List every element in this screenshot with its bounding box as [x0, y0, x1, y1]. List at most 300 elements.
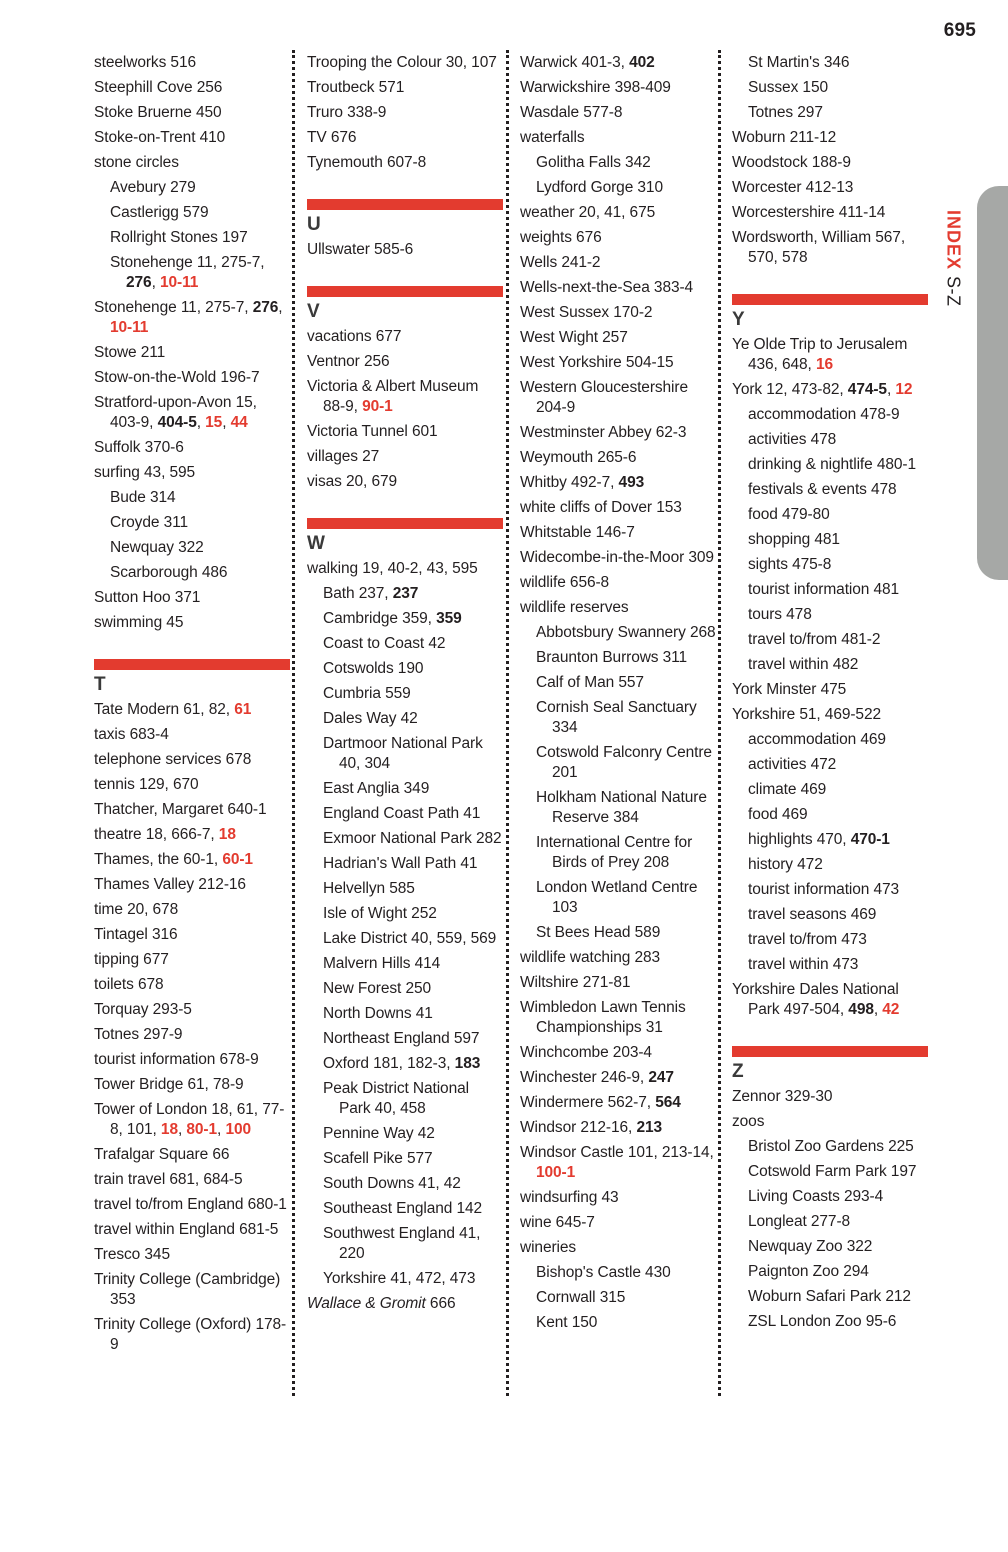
map-page-ref: 100-1: [536, 1163, 576, 1181]
entry-text: Lake District 40, 559, 569: [323, 929, 497, 947]
entry-text: weather 20, 41, 675: [520, 203, 656, 221]
entry-text: East Anglia 349: [323, 779, 430, 797]
index-entry: [520, 1235, 716, 1260]
index-entry: [94, 822, 290, 847]
index-entry: [94, 1047, 290, 1072]
section-bar: [307, 518, 503, 529]
index-entry: Tower of London 18, 61, 77-8, 101, 18, 80-1, 100: [94, 1100, 285, 1138]
index-entry: [94, 1192, 290, 1217]
index-entry: [732, 332, 928, 377]
index-entry: [520, 495, 716, 520]
entry-text: Victoria & Albert Museum 88-9,: [307, 377, 479, 415]
entry-text: Yorkshire Dales National Park 497-504,: [732, 980, 899, 1018]
index-thumb-tab: [977, 186, 1008, 580]
index-entry: [520, 250, 716, 275]
entry-text: tourist information 473: [748, 880, 900, 898]
entry-text: travel seasons 469: [748, 905, 877, 923]
index-entry: [520, 1185, 716, 1210]
index-subentry: [307, 1121, 503, 1146]
entry-text: Tintagel 316: [94, 925, 178, 943]
entry-text: Warwickshire 398-409: [520, 78, 671, 96]
index-entry: [94, 772, 290, 797]
entry-text: Ventnor 256: [307, 352, 390, 370]
index-entry: [520, 300, 716, 325]
index-subentry: [307, 631, 503, 656]
main-page-ref: 276: [252, 298, 279, 316]
entry-text: Ye Olde Trip to Jerusalem 436, 648,: [732, 335, 908, 373]
entry-text: Windsor 212-16,: [520, 1118, 633, 1136]
index-subentry: [307, 731, 503, 776]
entry-text: Oxford 181, 182-3,: [323, 1054, 451, 1072]
index-subentry: [307, 1076, 503, 1121]
index-entry: [94, 697, 290, 722]
entry-text: visas 20, 679: [307, 472, 398, 490]
map-page-ref: 10-11: [159, 273, 199, 291]
entry-text: Sutton Hoo 371: [94, 588, 201, 606]
index-entry: [94, 847, 290, 872]
entry-text: Zennor 329-30: [732, 1087, 833, 1105]
entry-text: taxis 683-4: [94, 725, 169, 743]
entry-text: Stowe 211: [94, 343, 166, 361]
index-entry: [520, 1040, 716, 1065]
entry-text: Braunton Burrows 311: [536, 648, 688, 666]
index-entry: [94, 50, 290, 75]
index-entry: [307, 1291, 503, 1316]
section-header-z: [732, 1046, 928, 1082]
index-subentry: Stonehenge 11, 275-7, 276, 10-11: [110, 253, 265, 291]
index-subentry: [520, 1310, 716, 1335]
entry-text: windsurfing 43: [520, 1188, 619, 1206]
entry-text: Hadrian's Wall Path 41: [323, 854, 478, 872]
entry-text: tipping 677: [94, 950, 169, 968]
entry-text: Bristol Zoo Gardens 225: [748, 1137, 914, 1155]
index-subentry: [732, 502, 928, 527]
entry-text: Cumbria 559: [323, 684, 411, 702]
entry-text: St Bees Head 589: [536, 923, 661, 941]
index-entry: [94, 435, 290, 460]
entry-text: walking 19, 40-2, 43, 595: [307, 559, 478, 577]
index-subentry: [94, 510, 290, 535]
entry-text: Paignton Zoo 294: [748, 1262, 869, 1280]
index-column-4: [732, 50, 928, 1334]
entry-text: Stonehenge 11, 275-7,: [110, 253, 265, 271]
index-entry: [520, 100, 716, 125]
entry-text: Winchester 246-9,: [520, 1068, 645, 1086]
index-subentry: [94, 535, 290, 560]
entry-text: Wimbledon Lawn Tennis Championships 31: [520, 998, 686, 1036]
index-subentry: [94, 560, 290, 585]
index-subentry: [732, 1134, 928, 1159]
map-page-ref: 42: [882, 1000, 900, 1018]
index-subentry: [732, 402, 928, 427]
index-entry: [94, 1267, 290, 1312]
entry-text: accommodation 469: [748, 730, 886, 748]
index-subentry: [307, 1146, 503, 1171]
index-entry: [520, 75, 716, 100]
entry-text: Ullswater 585-6: [307, 240, 414, 258]
entry-text: Scarborough 486: [110, 563, 228, 581]
entry-text: wildlife reserves: [520, 598, 629, 616]
entry-text: Westminster Abbey 62-3: [520, 423, 687, 441]
index-subentry: [732, 852, 928, 877]
index-subentry: [520, 645, 716, 670]
index-column-1: [94, 50, 290, 1357]
index-subentry: [307, 976, 503, 1001]
entry-text: England Coast Path 41: [323, 804, 481, 822]
entry-text: Stonehenge 11, 275-7,: [94, 298, 249, 316]
entry-text: train travel 681, 684-5: [94, 1170, 243, 1188]
entry-text: white cliffs of Dover 153: [520, 498, 682, 516]
map-page-ref: 12: [895, 380, 913, 398]
main-page-ref: 498: [848, 1000, 874, 1018]
index-subentry: [307, 1051, 503, 1076]
index-entry: Yorkshire Dales National Park 497-504, 498, 42: [732, 980, 900, 1018]
entry-text: history 472: [748, 855, 823, 873]
index-subentry: [307, 926, 503, 951]
map-page-ref: 10-11: [110, 318, 149, 336]
index-subentry: [307, 901, 503, 926]
entry-text: Lydford Gorge 310: [536, 178, 663, 196]
map-page-ref: 18: [218, 825, 236, 843]
index-entry: [732, 1084, 928, 1109]
index-subentry: [732, 1259, 928, 1284]
index-subentry: [732, 902, 928, 927]
index-entry: [307, 75, 503, 100]
entry-text: Yorkshire 41, 472, 473: [323, 1269, 476, 1287]
entry-text: Totnes 297-9: [94, 1025, 183, 1043]
index-subentry: [732, 527, 928, 552]
entry-text: Cotswold Farm Park 197: [748, 1162, 917, 1180]
main-page-ref: 247: [648, 1068, 674, 1086]
entry-text: Cornwall 315: [536, 1288, 626, 1306]
index-entry: [520, 1115, 716, 1140]
index-subentry: [307, 606, 503, 631]
index-entry: [94, 997, 290, 1022]
main-page-ref: 213: [636, 1118, 663, 1136]
index-subentry: [520, 175, 716, 200]
entry-text: Trinity College (Oxford) 178-9: [94, 1315, 287, 1353]
index-subentry: [732, 427, 928, 452]
index-entry: [307, 374, 503, 419]
entry-text: York 12, 473-82,: [732, 380, 844, 398]
entry-text: Widecombe-in-the-Moor 309: [520, 548, 714, 566]
index-entry: [307, 469, 503, 494]
section-letter: V: [307, 301, 320, 322]
index-entry: [94, 365, 290, 390]
index-entry: [94, 75, 290, 100]
index-subentry: [732, 452, 928, 477]
entry-text: Northeast England 597: [323, 1029, 480, 1047]
entry-text: Winchcombe 203-4: [520, 1043, 652, 1061]
entry-text: festivals & events 478: [748, 480, 897, 498]
index-subentry: [520, 670, 716, 695]
entry-text: Stoke-on-Trent 410: [94, 128, 226, 146]
index-subentry: [732, 1209, 928, 1234]
entry-text: Windermere 562-7,: [520, 1093, 651, 1111]
index-entry: [520, 445, 716, 470]
main-page-ref: 474-5: [847, 380, 887, 398]
entry-text: Castlerigg 579: [110, 203, 209, 221]
section-header-y: [732, 294, 928, 330]
entry-text: Stoke Bruerne 450: [94, 103, 222, 121]
entry-text: Holkham National Nature Reserve 384: [536, 788, 707, 826]
index-entry: [520, 50, 716, 75]
entry-text: Exmoor National Park 282: [323, 829, 502, 847]
index-entry: Stonehenge 11, 275-7, 276, 10-11: [94, 298, 283, 336]
entry-text: vacations 677: [307, 327, 402, 345]
entry-text: Woburn Safari Park 212: [748, 1287, 911, 1305]
index-entry: [94, 747, 290, 772]
index-subentry: [732, 100, 928, 125]
index-entry: [307, 349, 503, 374]
index-subentry: [307, 581, 503, 606]
index-subentry: [732, 50, 928, 75]
index-entry: [307, 150, 503, 175]
index-tab-range: S-Z: [943, 276, 964, 307]
entry-text: Woburn 211-12: [732, 128, 837, 146]
index-entry: [307, 419, 503, 444]
section-letter: W: [307, 533, 325, 554]
index-entry: [520, 595, 716, 620]
entry-text: Bath 237,: [323, 584, 389, 602]
index-entry: [94, 972, 290, 997]
index-subentry: [520, 1260, 716, 1285]
section-bar: [732, 1046, 928, 1057]
section-letter: U: [307, 214, 321, 235]
entry-text: London Wetland Centre 103: [536, 878, 698, 916]
entry-text: Windsor Castle 101, 213-14,: [520, 1143, 714, 1161]
index-subentry: [732, 627, 928, 652]
entry-text: Worcester 412-13: [732, 178, 854, 196]
index-entry: [520, 350, 716, 375]
entry-text: travel within England 681-5: [94, 1220, 279, 1238]
entry-text: shopping 481: [748, 530, 840, 548]
entry-text: drinking & nightlife 480-1: [748, 455, 917, 473]
index-entry: [520, 275, 716, 300]
entry-text: Bishop's Castle 430: [536, 1263, 671, 1281]
entry-text: toilets 678: [94, 975, 164, 993]
entry-text: Newquay Zoo 322: [748, 1237, 873, 1255]
index-subentry: [307, 1001, 503, 1026]
index-subentry: [94, 200, 290, 225]
entry-text: telephone services 678: [94, 750, 252, 768]
index-entry: [520, 470, 716, 495]
index-subentry: [520, 1285, 716, 1310]
index-subentry: [732, 1284, 928, 1309]
entry-text: travel to/from 481-2: [748, 630, 881, 648]
index-subentry: [732, 602, 928, 627]
entry-text: Peak District National Park 40, 458: [323, 1079, 469, 1117]
index-entry: [732, 200, 928, 225]
entry-text: Golitha Falls 342: [536, 153, 651, 171]
index-subentry: [307, 776, 503, 801]
map-page-ref: 15: [205, 413, 223, 431]
index-entry: [307, 324, 503, 349]
entry-text: tours 478: [748, 605, 812, 623]
entry-text: Thatcher, Margaret 640-1: [94, 800, 267, 818]
index-entry: [94, 150, 290, 175]
index-subentry: [520, 695, 716, 740]
index-subentry: [520, 875, 716, 920]
index-subentry: [520, 150, 716, 175]
entry-text: sights 475-8: [748, 555, 832, 573]
main-page-ref: 493: [618, 473, 645, 491]
main-page-ref: 470-1: [850, 830, 890, 848]
index-subentry: [732, 1184, 928, 1209]
entry-text: travel to/from 473: [748, 930, 867, 948]
index-subentry: [732, 827, 928, 852]
index-subentry: [732, 552, 928, 577]
entry-text: Isle of Wight 252: [323, 904, 437, 922]
index-entry: [520, 1140, 716, 1185]
entry-text: Wells 241-2: [520, 253, 601, 271]
entry-text: Thames, the 60-1,: [94, 850, 219, 868]
index-entry: [307, 237, 503, 262]
entry-text: Stratford-upon-Avon 15, 403-9,: [94, 393, 257, 431]
index-subentry: [94, 225, 290, 250]
main-page-ref: 237: [392, 584, 419, 602]
entry-text: wine 645-7: [520, 1213, 595, 1231]
entry-text: accommodation 478-9: [748, 405, 900, 423]
entry-text: Rollright Stones 197: [110, 228, 248, 246]
entry-text: Steephill Cove 256: [94, 78, 223, 96]
entry-text: Woodstock 188-9: [732, 153, 851, 171]
index-entry: [94, 610, 290, 635]
entry-text: climate 469: [748, 780, 827, 798]
entry-text: West Wight 257: [520, 328, 628, 346]
main-page-ref: 564: [655, 1093, 681, 1111]
map-page-ref: 44: [230, 413, 248, 431]
entry-text: Cambridge 359,: [323, 609, 432, 627]
index-tab-title: INDEX: [943, 210, 964, 271]
entry-text: tourist information 678-9: [94, 1050, 259, 1068]
index-subentry: [732, 1309, 928, 1334]
section-header-w: [307, 518, 503, 554]
entry-text: activities 478: [748, 430, 837, 448]
map-page-ref: 90-1: [362, 397, 393, 415]
entry-text: Yorkshire 51, 469-522: [732, 705, 881, 723]
index-subentry: [94, 175, 290, 200]
entry-text: food 479-80: [748, 505, 830, 523]
index-subentry: [307, 706, 503, 731]
entry-text: West Sussex 170-2: [520, 303, 653, 321]
index-entry: [94, 100, 290, 125]
section-bar: [94, 659, 290, 670]
index-subentry: [732, 877, 928, 902]
index-entry: [732, 702, 928, 727]
entry-text: Troutbeck 571: [307, 78, 405, 96]
entry-text: time 20, 678: [94, 900, 179, 918]
section-header-t: [94, 659, 290, 695]
index-subentry: [520, 830, 716, 875]
entry-text: Totnes 297: [748, 103, 823, 121]
entry-text: Calf of Man 557: [536, 673, 644, 691]
section-bar: [732, 294, 928, 305]
entry-text: Cotswolds 190: [323, 659, 424, 677]
index-subentry: [307, 1026, 503, 1051]
index-subentry: [520, 620, 716, 645]
index-entry: [94, 585, 290, 610]
entry-text: tennis 129, 670: [94, 775, 199, 793]
index-entry: [307, 50, 503, 75]
index-subentry: [732, 927, 928, 952]
map-page-ref: 60-1: [222, 850, 253, 868]
entry-text: wildlife 656-8: [520, 573, 610, 591]
index-subentry: [307, 801, 503, 826]
entry-text: Cotswold Falconry Centre 201: [536, 743, 712, 781]
entry-text: theatre 18, 666-7,: [94, 825, 215, 843]
entry-text: surfing 43, 595: [94, 463, 196, 481]
index-entry: [520, 375, 716, 420]
entry-text: Cornish Seal Sanctuary 334: [536, 698, 697, 736]
entry-text: North Downs 41: [323, 1004, 433, 1022]
main-page-ref: 402: [629, 53, 655, 71]
index-entry: [94, 922, 290, 947]
entry-text: New Forest 250: [323, 979, 432, 997]
entry-text: Kent 150: [536, 1313, 598, 1331]
entry-text: waterfalls: [520, 128, 585, 146]
index-entry: [732, 225, 928, 270]
entry-text: Warwick 401-3,: [520, 53, 625, 71]
entry-text: 666: [429, 1294, 456, 1312]
entry-text: stone circles: [94, 153, 179, 171]
index-entry: [520, 225, 716, 250]
index-entry: [520, 1090, 716, 1115]
index-subentry: [520, 785, 716, 830]
index-subentry: [732, 1234, 928, 1259]
index-entry: [94, 1312, 290, 1357]
entry-text: Wells-next-the-Sea 383-4: [520, 278, 694, 296]
index-column-3: [520, 50, 716, 1335]
section-bar: [307, 199, 503, 210]
entry-text: food 469: [748, 805, 808, 823]
index-entry: [94, 872, 290, 897]
index-subentry: [732, 752, 928, 777]
entry-text: weights 676: [520, 228, 602, 246]
entry-text: tourist information 481: [748, 580, 900, 598]
index-entry: [520, 945, 716, 970]
entry-text: Southeast England 142: [323, 1199, 483, 1217]
entry-text: Victoria Tunnel 601: [307, 422, 438, 440]
entry-text: Weymouth 265-6: [520, 448, 637, 466]
index-entry: [520, 1210, 716, 1235]
entry-text: ZSL London Zoo 95-6: [748, 1312, 897, 1330]
index-subentry: [307, 876, 503, 901]
entry-text: Longleat 277-8: [748, 1212, 851, 1230]
page-number: 695: [943, 20, 976, 41]
index-subentry: [732, 477, 928, 502]
entry-text: South Downs 41, 42: [323, 1174, 461, 1192]
index-subentry: [307, 951, 503, 976]
entry-text: Whitby 492-7,: [520, 473, 615, 491]
entry-text: St Martin's 346: [748, 53, 850, 71]
index-subentry: [732, 727, 928, 752]
index-entry: [94, 947, 290, 972]
entry-text: Southwest England 41, 220: [323, 1224, 481, 1262]
entry-text: Sussex 150: [748, 78, 828, 96]
index-subentry: [307, 656, 503, 681]
entry-text: travel within 473: [748, 955, 859, 973]
entry-text: Trooping the Colour 30, 107: [307, 53, 497, 71]
entry-text: wildlife watching 283: [520, 948, 661, 966]
index-subentry: [307, 826, 503, 851]
index-entry: [94, 797, 290, 822]
index-entry: [520, 1065, 716, 1090]
entry-text: Newquay 322: [110, 538, 204, 556]
index-entry: Stratford-upon-Avon 15, 403-9, 404-5, 15, 44: [94, 393, 257, 431]
index-entry: [732, 677, 928, 702]
index-entry: [94, 1142, 290, 1167]
